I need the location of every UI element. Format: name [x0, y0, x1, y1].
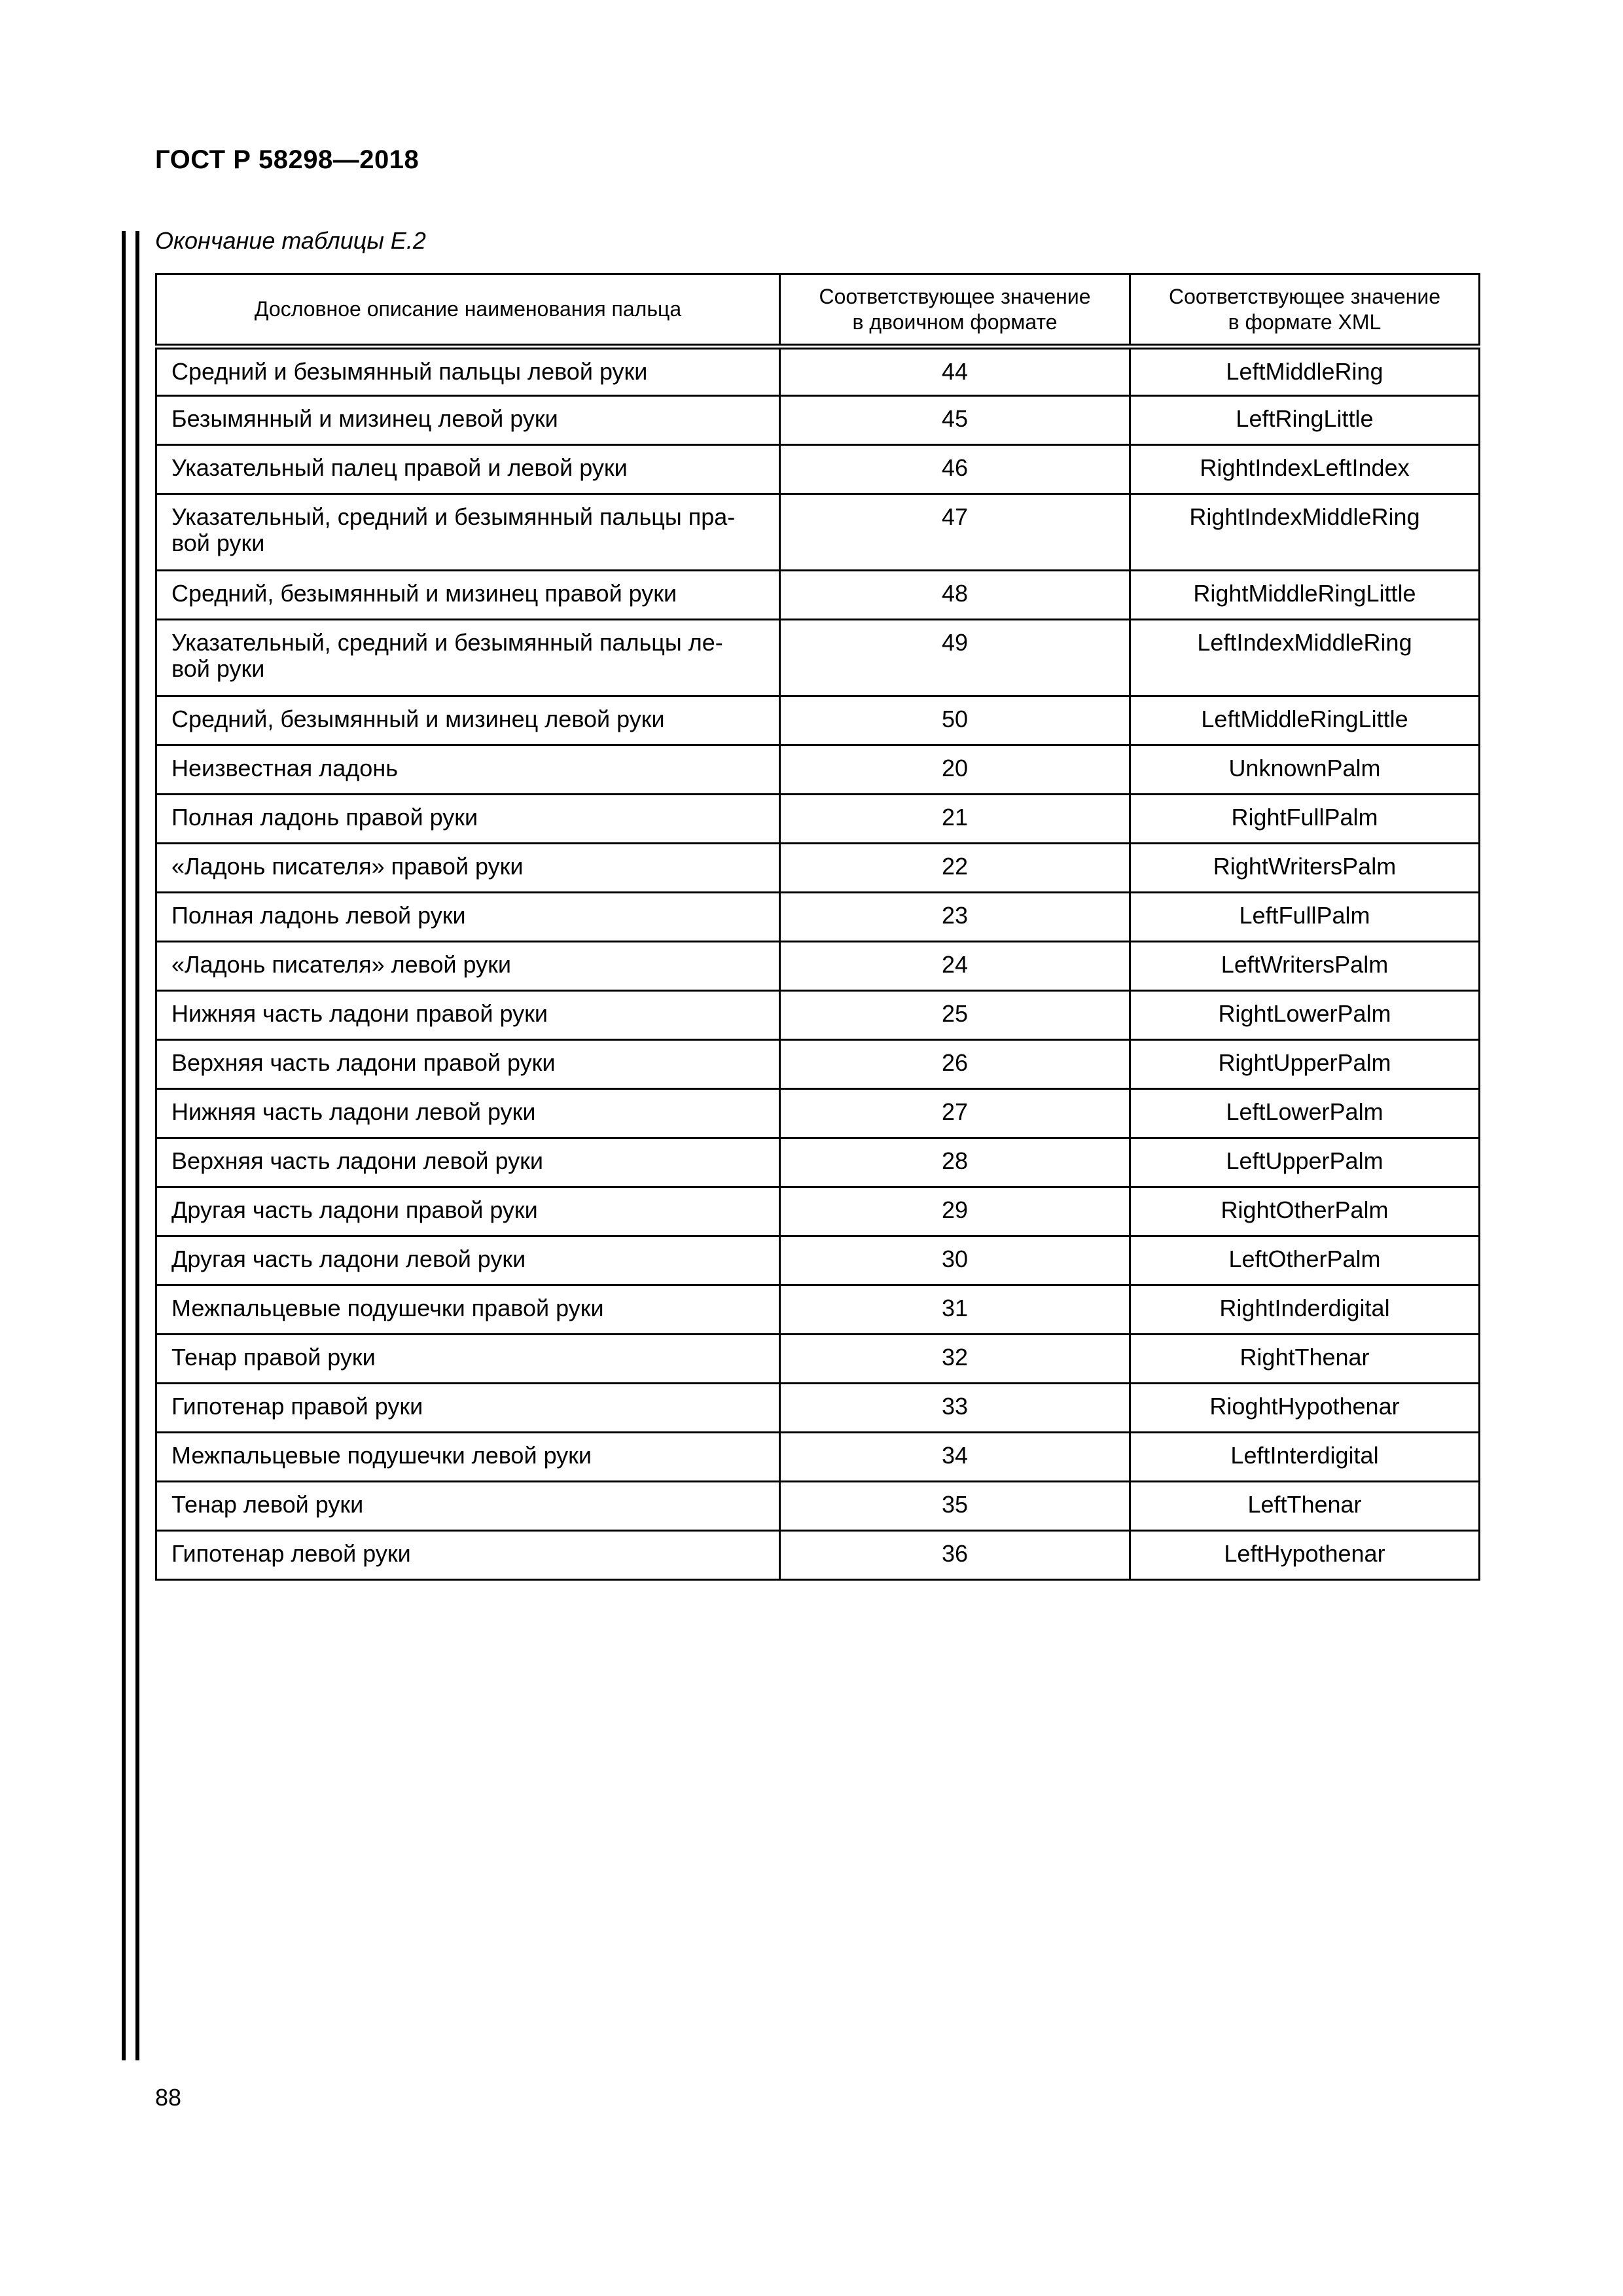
table-row — [156, 1089, 1480, 1138]
table-row — [156, 1531, 1480, 1580]
binary-value-cell: 31 — [780, 1285, 1130, 1335]
binary-value-cell: 26 — [780, 1040, 1130, 1089]
finger-description-cell: Полная ладонь левой руки — [156, 893, 780, 942]
table-row — [156, 396, 1480, 445]
binary-value-cell: 34 — [780, 1433, 1130, 1482]
table-row — [156, 1335, 1480, 1384]
xml-value-cell: RightThenar — [1130, 1335, 1480, 1384]
table-row — [156, 745, 1480, 795]
binary-value-cell: 33 — [780, 1384, 1130, 1433]
binary-value-cell: 35 — [780, 1482, 1130, 1531]
binary-value-cell: 47 — [780, 494, 1130, 571]
xml-value-cell: RightIndexLeftIndex — [1130, 445, 1480, 494]
binary-value-cell: 24 — [780, 942, 1130, 991]
table-row — [156, 1433, 1480, 1482]
finger-description-cell: Указательный, средний и безымянный пальцы ле- вой руки — [156, 620, 780, 696]
finger-description-cell: Верхняя часть ладони правой руки — [156, 1040, 780, 1089]
finger-description-cell: Другая часть ладони левой руки — [156, 1236, 780, 1285]
xml-value-cell: LeftUpperPalm — [1130, 1138, 1480, 1187]
binary-value-cell: 48 — [780, 571, 1130, 620]
finger-position-table — [155, 273, 1480, 1581]
table-row — [156, 893, 1480, 942]
xml-value-cell: RightFullPalm — [1130, 795, 1480, 844]
xml-value-cell: LeftMiddleRingLittle — [1130, 696, 1480, 745]
binary-value-cell: 23 — [780, 893, 1130, 942]
table-row — [156, 844, 1480, 893]
xml-value-cell: LeftWritersPalm — [1130, 942, 1480, 991]
finger-description-cell: Указательный, средний и безымянный пальцы пра- вой руки — [156, 494, 780, 571]
table-row — [156, 1187, 1480, 1236]
column-header-xml-value — [1130, 274, 1480, 347]
finger-description-cell: Верхняя часть ладони левой руки — [156, 1138, 780, 1187]
xml-value-cell: LeftHypothenar — [1130, 1531, 1480, 1580]
binary-value-cell: 30 — [780, 1236, 1130, 1285]
table-row — [156, 1482, 1480, 1531]
header-line-1: Соответствующее значение — [1169, 285, 1440, 309]
table-row — [156, 1040, 1480, 1089]
xml-value-cell: LeftThenar — [1130, 1482, 1480, 1531]
finger-description-cell: Тенар правой руки — [156, 1335, 780, 1384]
table-row — [156, 347, 1480, 396]
table-row — [156, 991, 1480, 1040]
finger-description-cell: Полная ладонь правой руки — [156, 795, 780, 844]
xml-value-cell: LeftInterdigital — [1130, 1433, 1480, 1482]
xml-value-cell: LeftRingLittle — [1130, 396, 1480, 445]
page-number: 88 — [155, 2084, 182, 2111]
binary-value-cell: 49 — [780, 620, 1130, 696]
table-row — [156, 1384, 1480, 1433]
binary-value-cell: 44 — [780, 347, 1130, 396]
header-line-1: Соответствующее значение — [819, 285, 1091, 309]
finger-description-cell: Другая часть ладони правой руки — [156, 1187, 780, 1236]
table-row — [156, 795, 1480, 844]
binary-value-cell: 46 — [780, 445, 1130, 494]
finger-description-cell: Нижняя часть ладони правой руки — [156, 991, 780, 1040]
xml-value-cell: RightMiddleRingLittle — [1130, 571, 1480, 620]
finger-description-cell: Средний, безымянный и мизинец левой руки — [156, 696, 780, 745]
document-header: ГОСТ Р 58298—2018 — [155, 145, 419, 174]
xml-value-cell: RightOtherPalm — [1130, 1187, 1480, 1236]
column-header-description: Дословное описание наименования пальца — [156, 274, 780, 347]
xml-value-cell: LeftMiddleRing — [1130, 347, 1480, 396]
binary-value-cell: 36 — [780, 1531, 1130, 1580]
table-row — [156, 1138, 1480, 1187]
binary-value-cell: 27 — [780, 1089, 1130, 1138]
table-row — [156, 696, 1480, 745]
xml-value-cell: RioghtHypothenar — [1130, 1384, 1480, 1433]
xml-value-cell: LeftFullPalm — [1130, 893, 1480, 942]
binary-value-cell: 20 — [780, 745, 1130, 795]
finger-description-cell: «Ладонь писателя» правой руки — [156, 844, 780, 893]
revision-bar — [122, 231, 139, 2060]
binary-value-cell: 22 — [780, 844, 1130, 893]
table-row — [156, 1285, 1480, 1335]
finger-description-cell: Средний и безымянный пальцы левой руки — [156, 347, 780, 396]
header-line-2: в двоичном формате — [852, 310, 1058, 334]
xml-value-cell: RightIndexMiddleRing — [1130, 494, 1480, 571]
binary-value-cell: 45 — [780, 396, 1130, 445]
table-row — [156, 571, 1480, 620]
binary-value-cell: 29 — [780, 1187, 1130, 1236]
binary-value-cell: 21 — [780, 795, 1130, 844]
binary-value-cell: 25 — [780, 991, 1130, 1040]
table-row — [156, 445, 1480, 494]
finger-description-cell: Межпальцевые подушечки правой руки — [156, 1285, 780, 1335]
finger-description-cell: Гипотенар левой руки — [156, 1531, 780, 1580]
binary-value-cell: 28 — [780, 1138, 1130, 1187]
binary-value-cell: 50 — [780, 696, 1130, 745]
xml-value-cell: LeftIndexMiddleRing — [1130, 620, 1480, 696]
header-line-2: в формате XML — [1228, 310, 1382, 334]
xml-value-cell: RightWritersPalm — [1130, 844, 1480, 893]
xml-value-cell: RightLowerPalm — [1130, 991, 1480, 1040]
finger-description-cell: Указательный палец правой и левой руки — [156, 445, 780, 494]
xml-value-cell: LeftLowerPalm — [1130, 1089, 1480, 1138]
table-caption: Окончание таблицы Е.2 — [155, 227, 426, 254]
column-header-binary-value — [780, 274, 1130, 347]
table-body — [156, 347, 1480, 1580]
finger-description-cell: Тенар левой руки — [156, 1482, 780, 1531]
table-row — [156, 620, 1480, 696]
table-row — [156, 1236, 1480, 1285]
finger-description-cell: Средний, безымянный и мизинец правой руки — [156, 571, 780, 620]
binary-value-cell: 32 — [780, 1335, 1130, 1384]
finger-description-cell: Межпальцевые подушечки левой руки — [156, 1433, 780, 1482]
finger-description-cell: «Ладонь писателя» левой руки — [156, 942, 780, 991]
finger-description-cell: Безымянный и мизинец левой руки — [156, 396, 780, 445]
table-header-row — [156, 274, 1480, 347]
xml-value-cell: LeftOtherPalm — [1130, 1236, 1480, 1285]
xml-value-cell: RightInderdigital — [1130, 1285, 1480, 1335]
table-row — [156, 942, 1480, 991]
finger-description-cell: Гипотенар правой руки — [156, 1384, 780, 1433]
xml-value-cell: UnknownPalm — [1130, 745, 1480, 795]
table-row — [156, 494, 1480, 571]
finger-description-cell: Неизвестная ладонь — [156, 745, 780, 795]
xml-value-cell: RightUpperPalm — [1130, 1040, 1480, 1089]
finger-description-cell: Нижняя часть ладони левой руки — [156, 1089, 780, 1138]
